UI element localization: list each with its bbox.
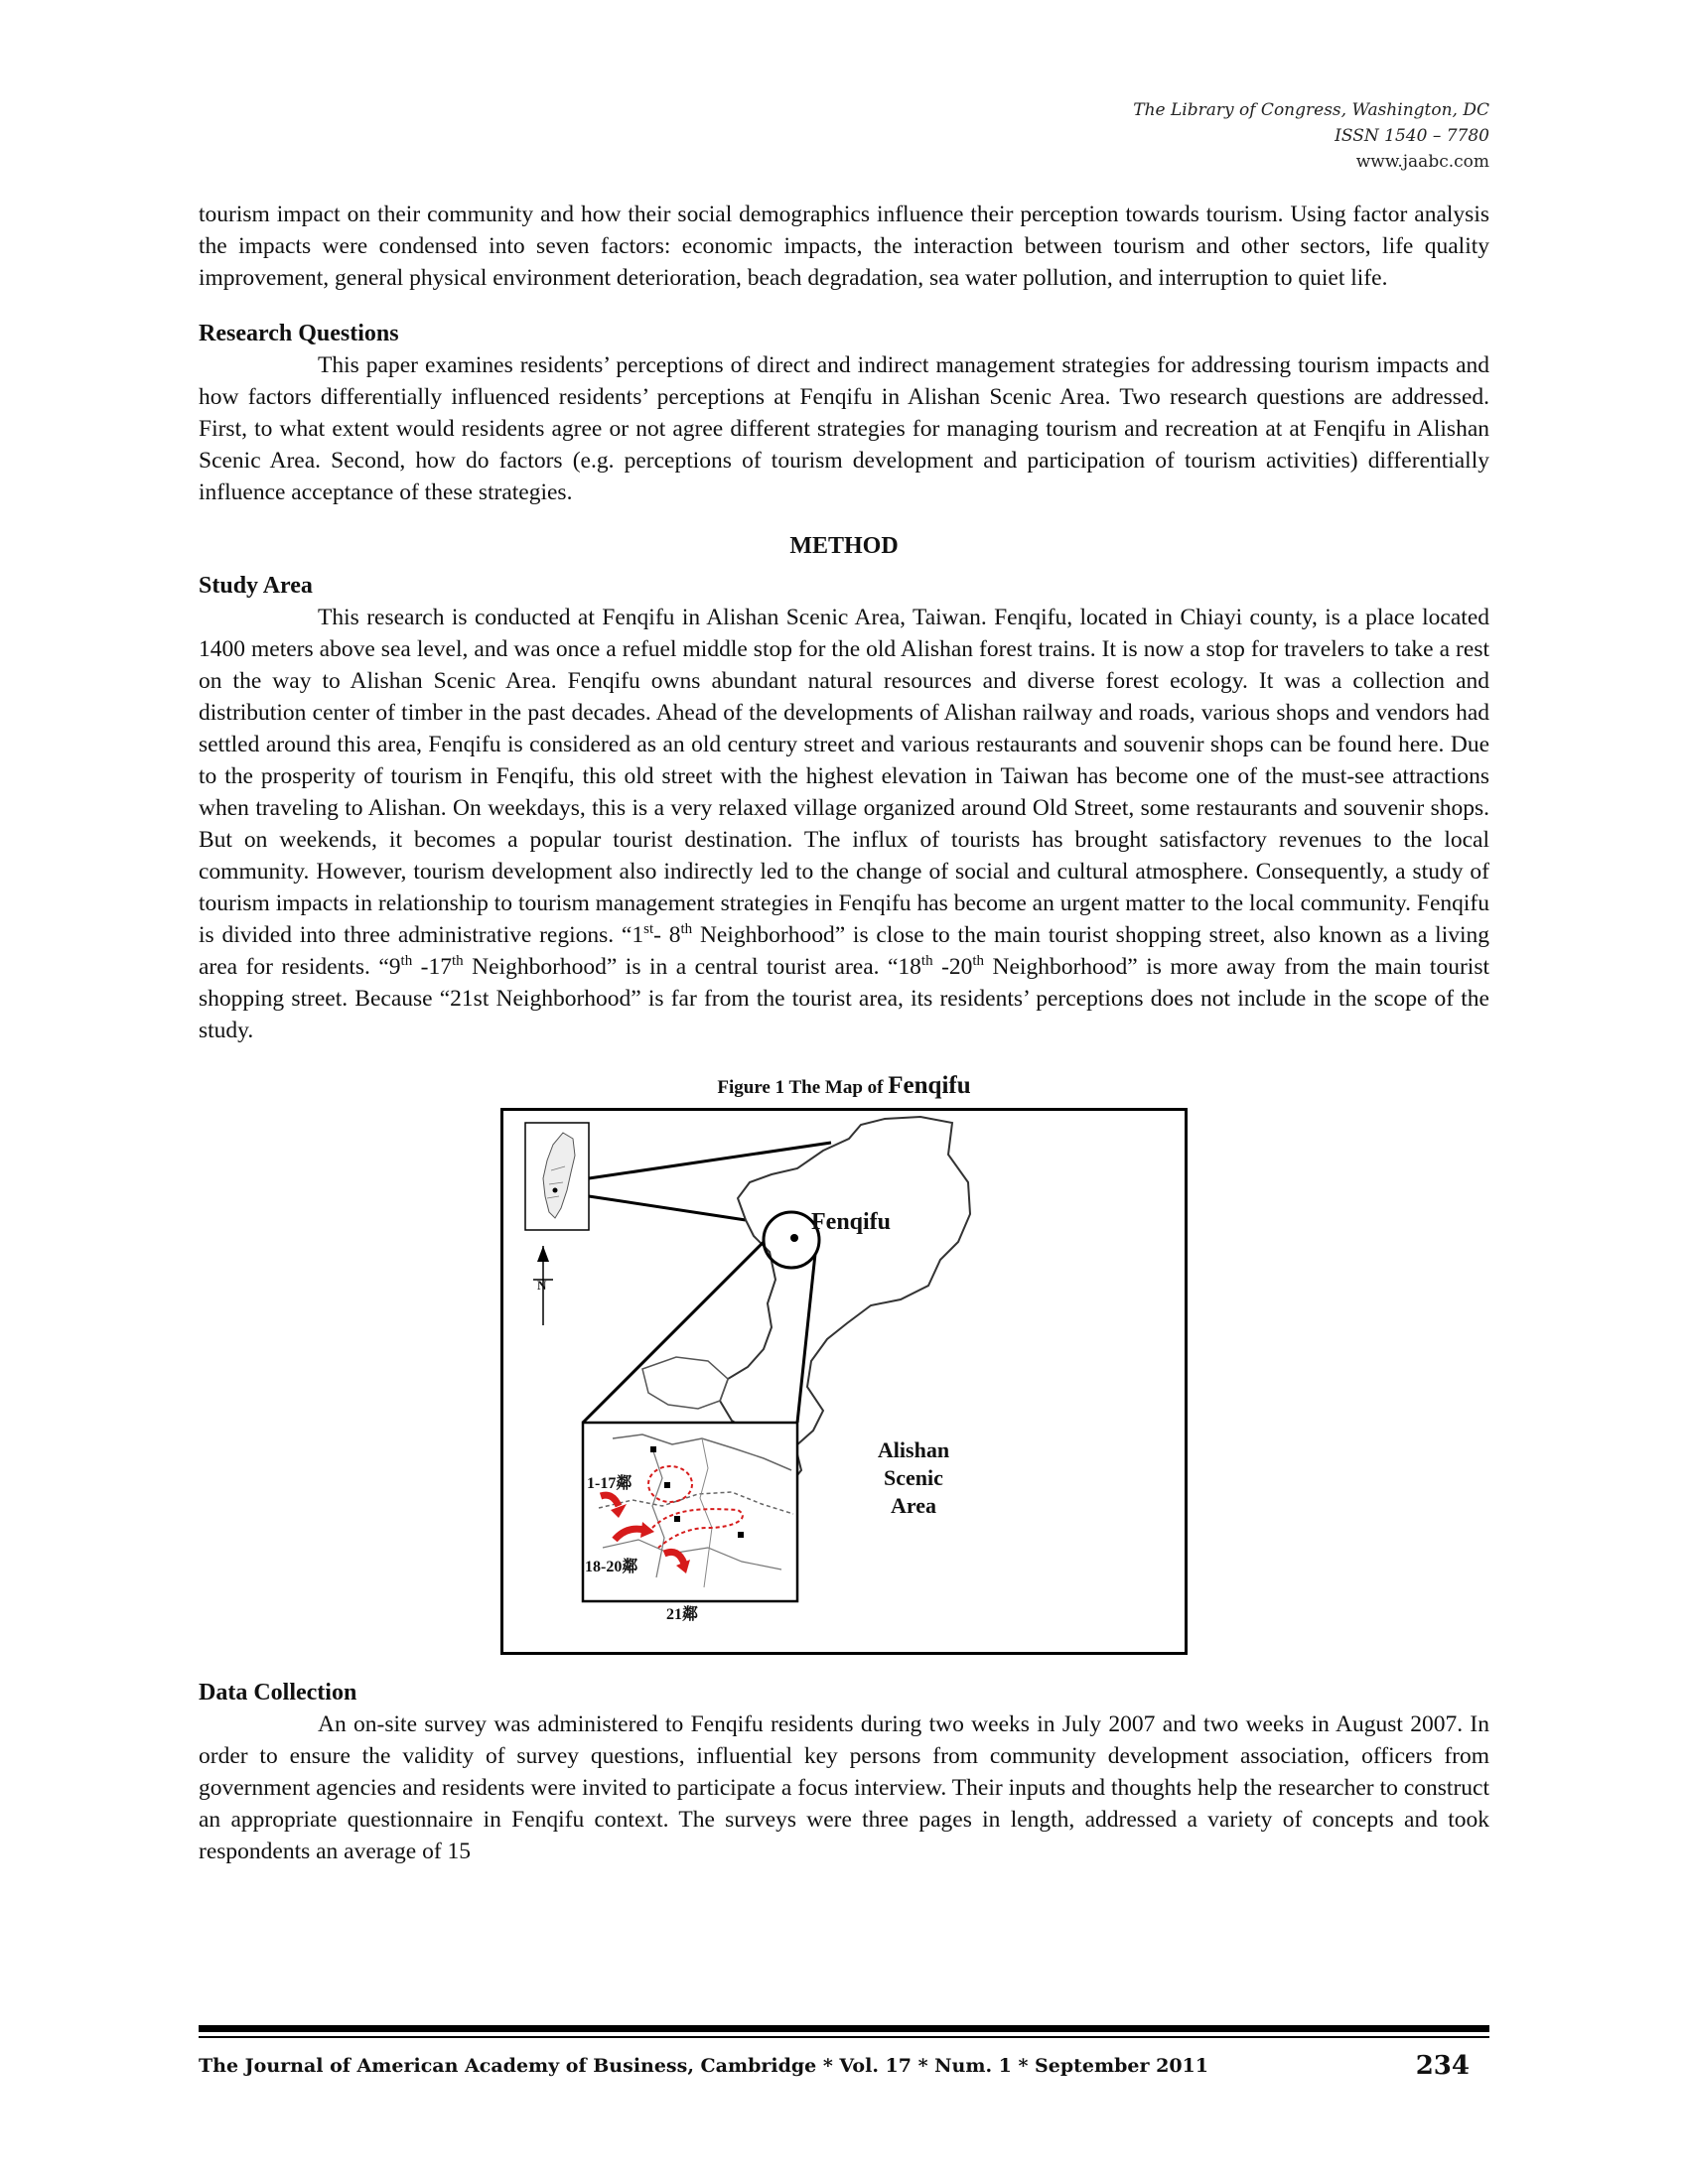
label-alishan: Alishan Scenic Area [877,1437,950,1518]
footer-rule-thin [199,2036,1489,2038]
footer-journal: The Journal of American Academy of Business, Cambridge * Vol. 17 * Num. 1 * September 2011 [199,2055,1209,2077]
label-fenqifu: Fenqifu [811,1209,892,1235]
method-heading: METHOD [789,533,899,559]
page-footer [199,2051,1489,2081]
page-number: 234 [1415,2051,1470,2081]
inset-label-18-20: 18-20鄰 [585,1559,638,1575]
study-area-heading: Study Area [199,573,313,599]
inset-label-1-17: 1-17鄰 [587,1475,633,1492]
header-url: www.jaabc.com [1355,152,1489,172]
inset-label-21: 21鄰 [666,1606,699,1623]
figure-map [500,1108,1188,1655]
north-label: N [537,1278,547,1293]
data-collection-heading: Data Collection [199,1680,357,1706]
page-body [199,199,1489,1867]
study-area-paragraph: This research is conducted at Fenqifu in Alishan Scenic Area, Taiwan. Fenqifu, located in Chiayi county, is a place located 1400 meters above sea level, and was once a refuel middle stop for the old Alishan forest trains. It is now a stop for travelers to take a rest on the way to Alishan Scenic Area. Fenqifu owns abundant natural resources and diverse forest ecology. It was a collection and distribution center of timber in the past decades. Ahead of the developments of Alishan railway and roads, various shops and vendors had settled around this area, Fenqifu is considered as an old century street and various restaurants and souvenir shops can be found here. Due to the prosperity of tourism in Fenqifu, this old street with the highest elevation in Taiwan has become one of the must-see attractions when traveling to Alishan. On weekdays, this is a very relaxed village organized around Old Street, some restaurants and souvenir shops. But on weekends, it becomes a popular tourist destination. The influx of tourists has brought satisfactory revenues to the local community. However, tourism development also indirectly led to the change of social and cultural atmosphere. Consequently, a study of tourism impacts in relationship to tourism management strategies in Fenqifu has become an urgent matter to the local community. Fenqifu is divided into three administrative regions. “1st- 8th Neighborhood” is close to the main tourist shopping street, also known as a living area for residents. “9th -17th Neighborhood” is in a central tourist area. “18th -20th Neighborhood” is more away from the main tourist shopping street. Because “21st Neighborhood” is far from the tourist area, its residents’ perceptions does not include in the scope of the study. [199,605,1490,1043]
header-library: The Library of Congress, Washington, DC [1133,100,1489,120]
footer-rule [199,2025,1489,2032]
running-header [1133,97,1489,175]
intro-paragraph: tourism impact on their community and how their social demographics influence their perception towards tourism. Using factor analysis the impacts were condensed into seven factors: economic impacts, the interaction between tourism and other sectors, life quality improvement, general physical environment deterioration, beach degradation, sea water pollution, and interruption to quiet life. [199,202,1489,291]
figure-caption: Figure 1 The Map of Fenqifu [717,1072,971,1099]
research-questions-heading: Research Questions [199,321,399,346]
research-questions-paragraph: This paper examines residents’ perceptions of direct and indirect management strategies for addressing tourism impacts and how factors differentially influenced residents’ perceptions at Fenqifu in Alishan Scenic Area. Two research questions are addressed. First, to what extent would residents agree or not agree different strategies for managing tourism and recreation at at Fenqifu in Alishan Scenic Area. Second, how do factors (e.g. perceptions of tourism development and participation of tourism activities) differentially influence acceptance of these strategies. [199,352,1489,505]
data-collection-paragraph: An on-site survey was administered to Fenqifu residents during two weeks in July 2007 and two weeks in August 2007. In order to ensure the validity of survey questions, influential key persons from community development association, officers from government agencies and residents were invited to participate a focus interview. Their inputs and thoughts help the researcher to construct an appropriate questionnaire in Fenqifu context. The surveys were three pages in length, addressed a variety of concepts and took respondents an average of 15 [199,1711,1489,1864]
header-issn: ISSN 1540 – 7780 [1335,126,1489,146]
